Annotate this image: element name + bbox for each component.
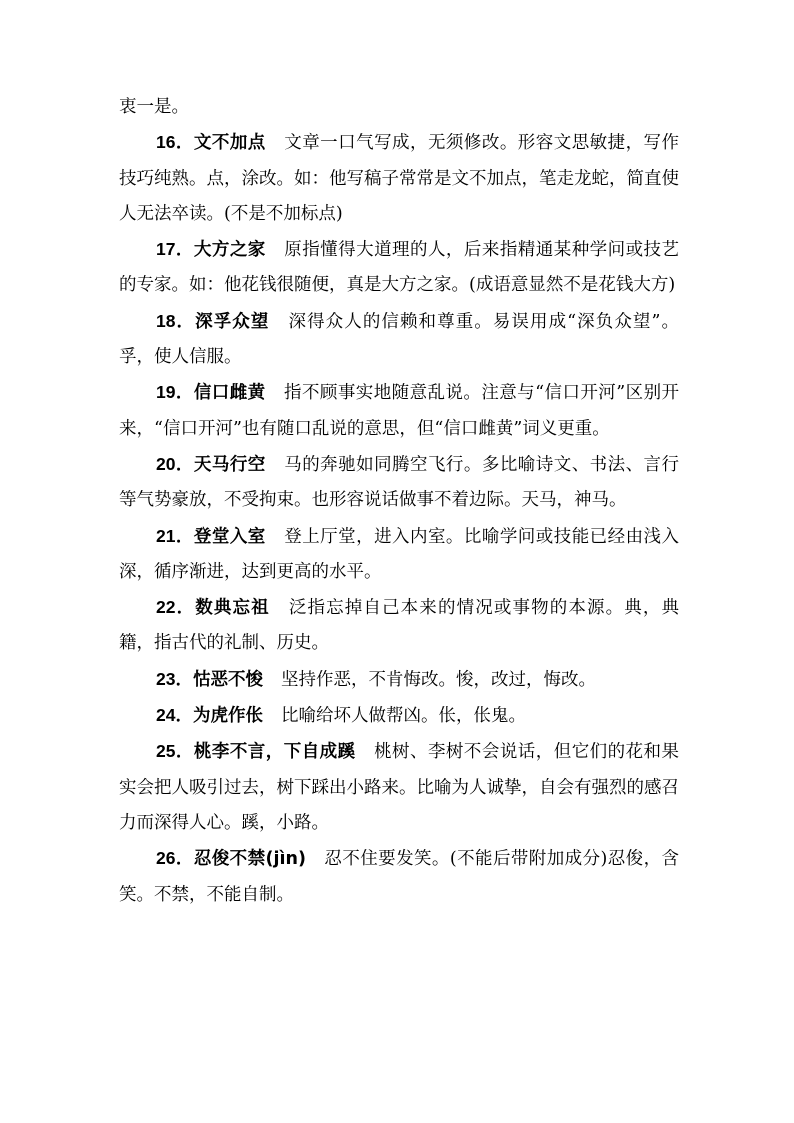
idiom-definition: 坚持作恶，不肯悔改。悛，改过，悔改。 xyxy=(280,669,596,690)
idiom-definition: 原指懂得大道理的人，后来指精通某种学问或技艺的专家。如：他花钱很随便，真是大方之家。(成语意显然不是花钱大方) xyxy=(119,240,680,296)
entry-number: 25． xyxy=(156,741,194,762)
entry-number: 26． xyxy=(156,848,194,869)
idiom-definition: 泛指忘掉自己本来的情况或事物的本源。典，典籍，指古代的礼制、历史。 xyxy=(119,598,680,654)
idiom-definition: 桃树、李树不会说话，但它们的花和果实会把人吸引过去，树下踩出小路来。比喻为人诚挚，自会有强烈的感召力而深得人心。蹊，小路。 xyxy=(119,742,680,833)
idiom-entry xyxy=(119,841,679,913)
idiom-entry xyxy=(119,662,679,698)
idiom-term: 登堂入室 xyxy=(193,526,266,547)
idiom-term: 忍俊不禁(jìn) xyxy=(193,849,306,870)
idiom-entry-list xyxy=(119,125,679,913)
idiom-term: 深孚众望 xyxy=(195,311,270,332)
document-body xyxy=(119,90,679,913)
idiom-entry xyxy=(119,447,679,519)
idiom-entry xyxy=(119,304,679,376)
idiom-term: 大方之家 xyxy=(193,240,266,261)
idiom-term: 文不加点 xyxy=(193,133,266,154)
entry-number: 18． xyxy=(156,310,196,331)
idiom-definition: 忍不住要发笑。(不能后带附加成分)忍俊，含笑。不禁，不能自制。 xyxy=(119,849,680,905)
idiom-entry xyxy=(119,519,679,591)
idiom-term: 信口雌黄 xyxy=(193,383,266,404)
idiom-definition: 登上厅堂，进入内室。比喻学问或技能已经由浅入深，循序渐进，达到更高的水平。 xyxy=(119,526,680,582)
idiom-entry xyxy=(119,232,679,304)
continuation-text: 衷一是。 xyxy=(119,97,189,117)
idiom-term: 数典忘祖 xyxy=(195,598,270,619)
entry-number: 21． xyxy=(156,525,194,546)
idiom-term: 怙恶不悛 xyxy=(192,669,263,690)
idiom-definition: 指不顾事实地随意乱说。注意与“信口开河”区别开来，“信口开河”也有随口乱说的意思，但“信口雌黄”词义更重。 xyxy=(119,383,679,439)
idiom-definition: 文章一口气写成，无须修改。形容文思敏捷，写作技巧纯熟。点，涂改。如：他写稿子常常是文不加点，笔走龙蛇，简直使人无法卒读。(不是不加标点) xyxy=(119,133,680,224)
idiom-definition: 马的奔驰如同腾空飞行。多比喻诗文、书法、言行等气势豪放，不受拘束。也形容说话做事不着边际。天马，神马。 xyxy=(119,454,680,511)
idiom-definition: 深得众人的信赖和尊重。易误用成“深负众望”。孚，使人信服。 xyxy=(119,311,679,368)
entry-number: 24． xyxy=(156,705,193,726)
idiom-entry xyxy=(119,734,679,841)
idiom-entry xyxy=(119,375,679,447)
idiom-term: 桃李不言，下自成蹊 xyxy=(193,742,356,763)
entry-number: 19． xyxy=(156,382,194,403)
entry-number: 17． xyxy=(156,239,194,260)
idiom-entry xyxy=(119,125,679,232)
idiom-term: 为虎作伥 xyxy=(192,706,263,727)
entry-number: 16． xyxy=(156,132,194,153)
idiom-entry xyxy=(119,698,679,734)
idiom-definition: 比喻给坏人做帮凶。伥，伥鬼。 xyxy=(280,706,526,727)
entry-number: 22． xyxy=(156,597,196,618)
idiom-entry xyxy=(119,590,679,662)
entry-number: 23． xyxy=(156,668,193,689)
entry-number: 20． xyxy=(156,453,194,474)
idiom-term: 天马行空 xyxy=(193,454,266,475)
